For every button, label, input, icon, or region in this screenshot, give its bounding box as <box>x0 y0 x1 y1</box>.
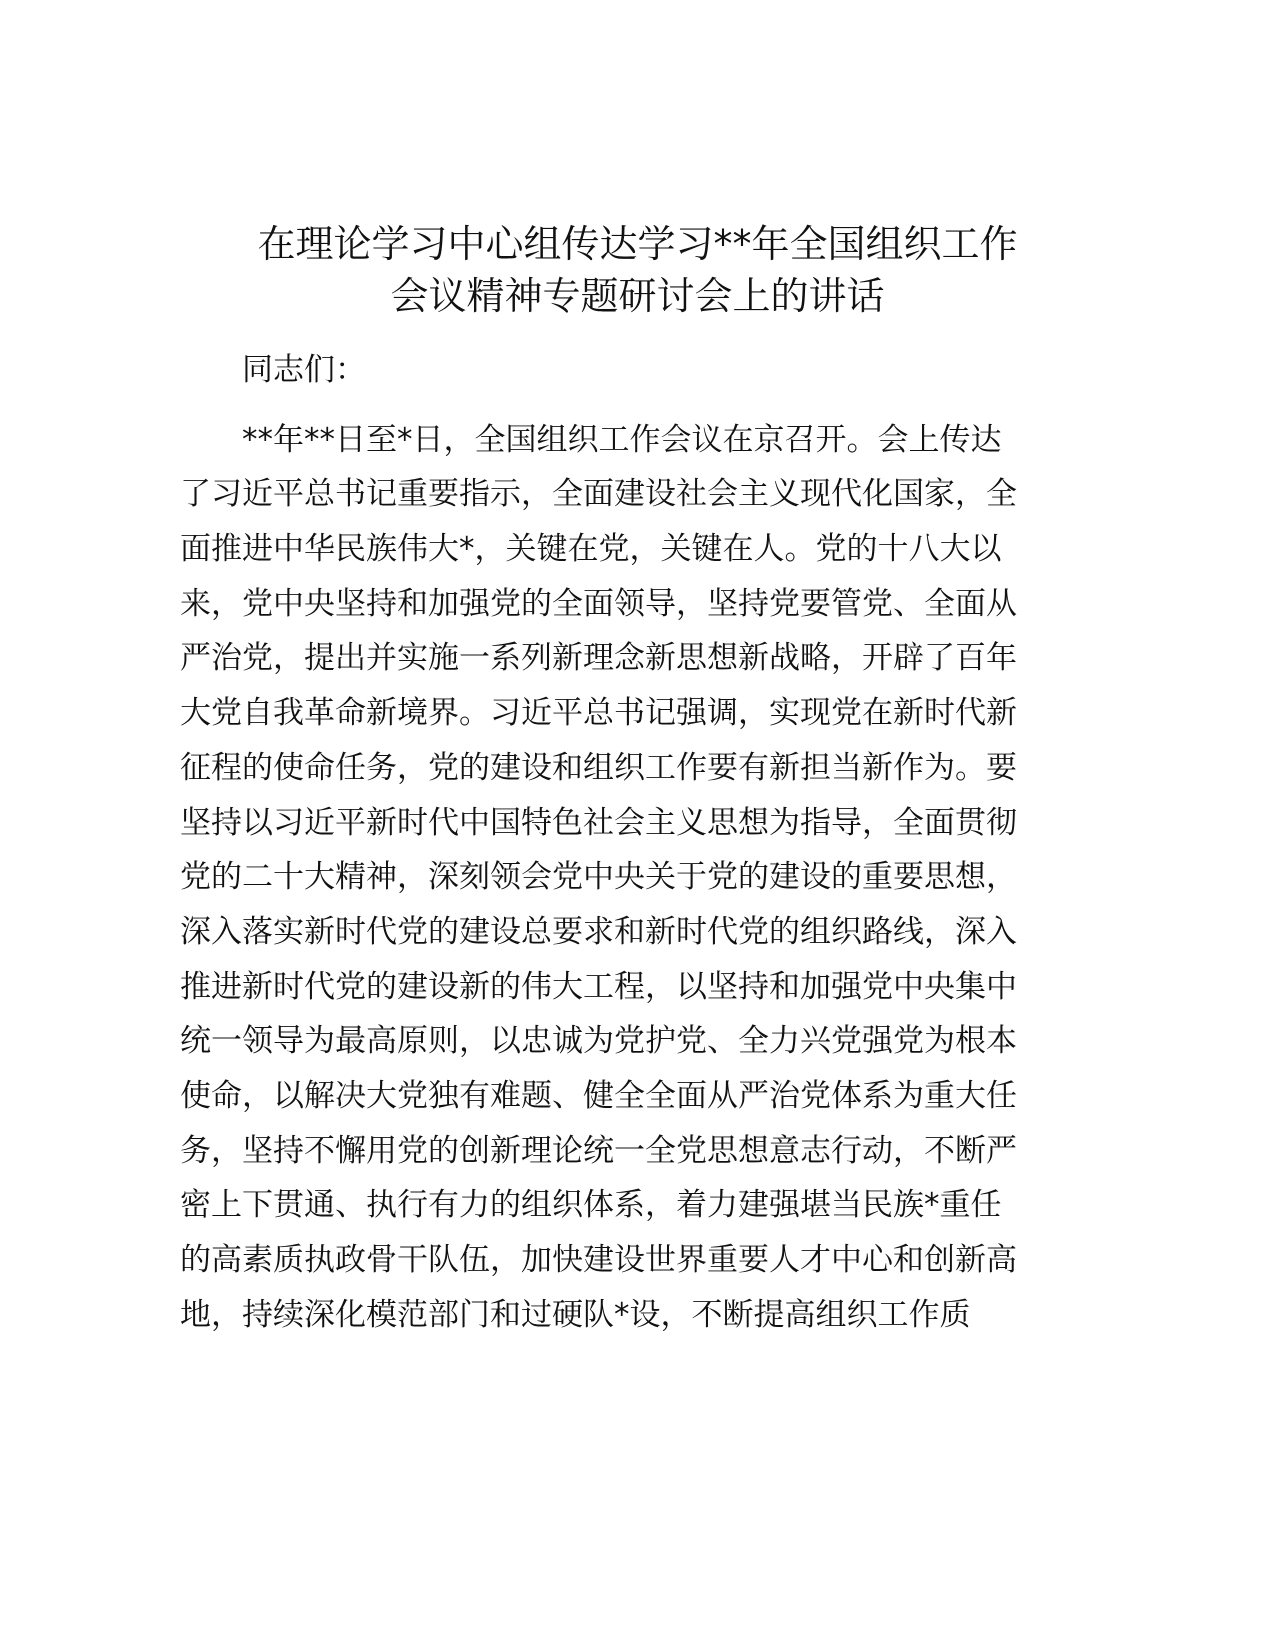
paragraph-line: 面推进中华民族伟大*，关键在党，关键在人。党的十八大以 <box>180 531 1002 568</box>
paragraph-line: 来，党中央坚持和加强党的全面领导，坚持党要管党、全面从 <box>180 585 1017 622</box>
paragraph-line: 密上下贯通、执行有力的组织体系，着力建强堪当民族*重任 <box>180 1187 1002 1224</box>
paragraph-line: 地，持续深化模范部门和过硬队*设，不断提高组织工作质 <box>180 1296 971 1333</box>
paragraph-line: 严治党，提出并实施一系列新理念新思想新战略，开辟了百年 <box>180 640 1017 677</box>
paragraph-line: 的高素质执政骨干队伍，加快建设世界重要人才中心和创新高 <box>180 1242 1017 1278</box>
title-line-1: 在理论学习中心组传达学习**年全国组织工作 <box>257 222 1018 266</box>
document-title <box>150 218 1125 322</box>
paragraph-line: **年**日至*日，全国组织工作会议在京召开。会上传达 <box>242 421 1002 458</box>
paragraph-line: 了习近平总书记重要指示，全面建设社会主义现代化国家，全 <box>180 476 1017 513</box>
document-body <box>180 343 1050 1342</box>
paragraph-line: 推进新时代党的建设新的伟大工程，以坚持和加强党中央集中 <box>180 968 1017 1005</box>
paragraph-1 <box>180 413 1050 1343</box>
paragraph-line: 统一领导为最高原则，以忠诚为党护党、全力兴党强党为根本 <box>180 1023 1017 1060</box>
paragraph-line: 征程的使命任务，党的建设和组织工作要有新担当新作为。要 <box>180 749 1017 786</box>
paragraph-line: 大党自我革命新境界。习近平总书记强调，实现党在新时代新 <box>180 695 1017 732</box>
paragraph-line: 坚持以习近平新时代中国特色社会主义思想为指导，全面贯彻 <box>180 804 1017 841</box>
paragraph-line: 深入落实新时代党的建设总要求和新时代党的组织路线，深入 <box>180 913 1017 950</box>
paragraph-line: 务，坚持不懈用党的创新理论统一全党思想意志行动，不断严 <box>180 1132 1017 1169</box>
title-line-2: 会议精神专题研讨会上的讲话 <box>390 274 885 318</box>
salutation: 同志们： <box>242 352 366 388</box>
paragraph-line: 使命，以解决大党独有难题、健全全面从严治党体系为重大任 <box>180 1077 1017 1114</box>
paragraph-line: 党的二十大精神，深刻领会党中央关于党的建设的重要思想， <box>180 859 1017 896</box>
